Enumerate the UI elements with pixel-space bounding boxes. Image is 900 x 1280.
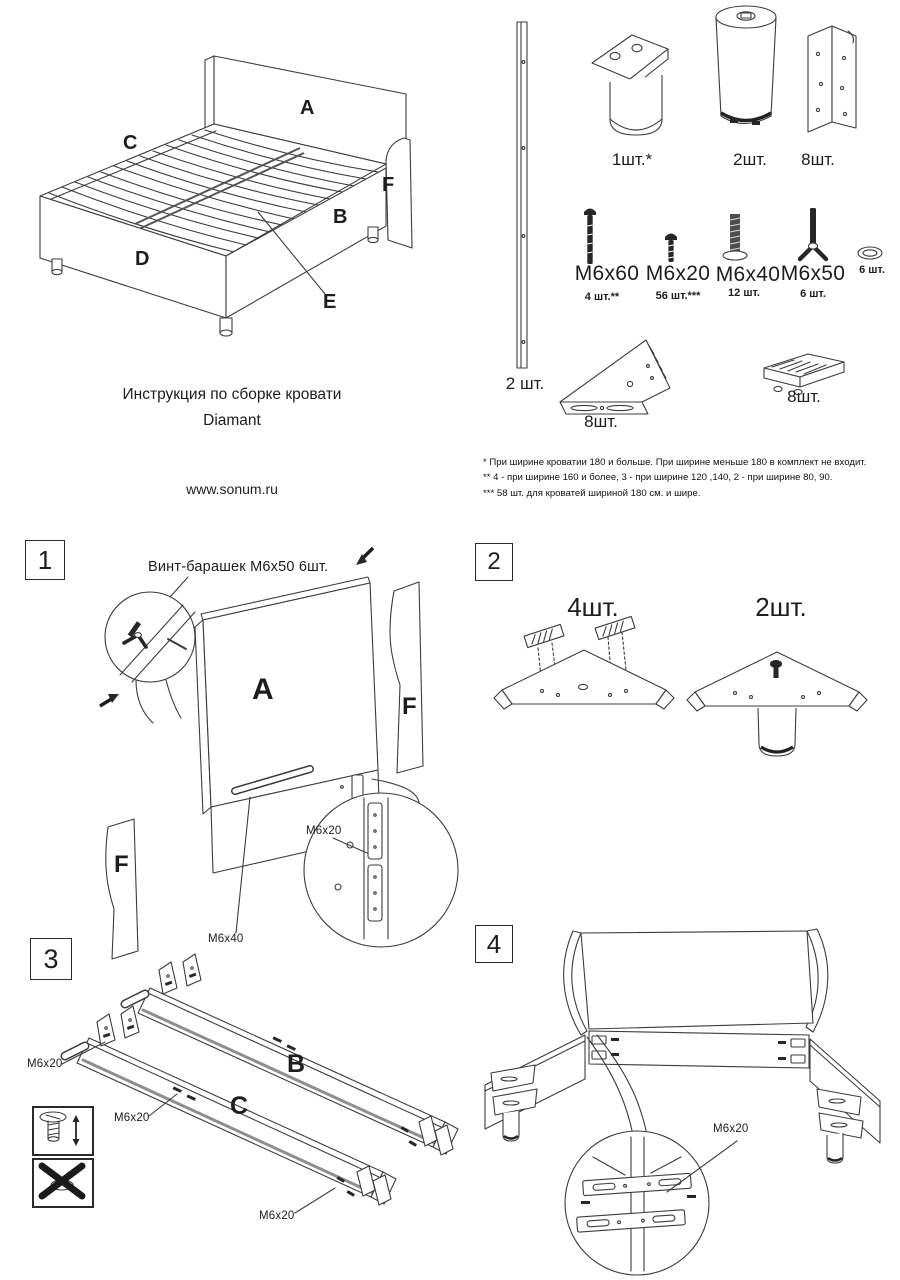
step1-m6x40-label: M6x40 xyxy=(208,933,244,945)
step-2 xyxy=(470,540,890,780)
washer-icon xyxy=(855,244,885,262)
label-a: A xyxy=(300,97,315,119)
panel-f-right xyxy=(390,582,423,773)
bracket-with-leg xyxy=(687,652,867,756)
pad-qty: 8шт. xyxy=(787,387,821,406)
bed-overview xyxy=(18,12,478,357)
step3-label-c: C xyxy=(230,1092,249,1120)
slat-qty: 2 шт. xyxy=(505,374,545,393)
step-1-detail-circle xyxy=(105,592,195,682)
assembly-arrow-left xyxy=(100,694,119,706)
m6x50-qty: 6 шт. xyxy=(800,288,826,300)
step2-left-qty: 4шт. xyxy=(567,592,619,622)
step4-m6x20-label: M6x20 xyxy=(713,1123,749,1135)
footnote-2: ** 4 - при ширине 160 и более, 3 - при ширине 120 ,140, 2 - при ширине 80, 90. xyxy=(483,472,833,484)
warning-crossed-out xyxy=(32,1158,94,1208)
loose-screw-icon xyxy=(34,1108,88,1150)
headboard-panel xyxy=(581,931,813,1029)
washer-qty: 6 шт. xyxy=(859,264,885,276)
m6x20-name: M6x20 xyxy=(645,262,711,285)
wing-screw-m6x50-icon xyxy=(795,206,831,264)
step1-label-f-left: F xyxy=(114,851,129,878)
m6x60-qty: 4 шт.** xyxy=(584,291,620,303)
doc-title xyxy=(52,382,412,434)
slat-icon xyxy=(512,20,534,374)
step1-m6x20-label: M6x20 xyxy=(306,825,342,837)
step1-label-f-right: F xyxy=(402,693,417,720)
step3-m6x20-label-1: M6x20 xyxy=(27,1058,63,1070)
step3-label-b: B xyxy=(287,1050,306,1078)
corner-bracket-qty: 8шт. xyxy=(801,150,835,169)
m6x50-name: M6x50 xyxy=(780,262,846,285)
bolt-m6x60-icon xyxy=(580,205,600,267)
parts-list xyxy=(480,0,900,445)
right-leg-brackets xyxy=(817,1089,863,1163)
step3-m6x20-label-2: M6x20 xyxy=(114,1112,150,1124)
step-3 xyxy=(25,930,465,1278)
step-4-illustration xyxy=(465,905,900,1280)
crossed-out-icon xyxy=(34,1160,88,1202)
footnote-3: *** 58 шт. для кроватей шириной 180 см. и шире. xyxy=(483,487,701,499)
step-1-illustration xyxy=(20,535,465,965)
cylinder-leg-qty: 2шт. xyxy=(733,150,767,169)
m6x40-name: M6x40 xyxy=(715,263,781,286)
step-1-number: 1 xyxy=(25,540,65,580)
m6x40-qty: 12 шт. xyxy=(728,287,760,299)
bed-overview-illustration xyxy=(18,12,478,352)
left-leg-brackets xyxy=(491,1065,537,1141)
label-e: E xyxy=(323,291,337,313)
label-b: B xyxy=(333,206,348,228)
assembly-arrow-top xyxy=(356,548,373,565)
step-3-number: 3 xyxy=(30,938,72,980)
cylinder-leg-icon xyxy=(708,0,780,138)
screw-m6x20-icon xyxy=(663,230,679,266)
leg-bracket-qty: 1шт.* xyxy=(611,150,653,169)
label-c: C xyxy=(123,132,138,154)
leg-bracket-icon xyxy=(580,25,675,145)
step-1 xyxy=(20,535,465,965)
bracket-with-pads xyxy=(494,616,674,709)
corner-bracket-icon xyxy=(802,22,862,134)
step-2-illustration xyxy=(470,540,890,780)
triangle-bracket-qty: 8шт. xyxy=(584,412,618,431)
m6x20-qty: 56 шт.*** xyxy=(655,290,701,302)
step3-m6x20-label-3: M6x20 xyxy=(259,1210,295,1222)
footnote-1: * При ширине кроватии 180 и больше. При ширине меньше 180 в комплект не входит. xyxy=(483,457,867,468)
triangle-bracket-icon xyxy=(550,326,690,418)
footnotes xyxy=(483,455,898,501)
label-f: F xyxy=(382,174,395,196)
m6x60-name: M6x60 xyxy=(574,262,640,285)
step2-right-qty: 2шт. xyxy=(755,592,807,622)
step1-label-a: A xyxy=(252,673,274,706)
label-d: D xyxy=(135,248,150,270)
step-2-number: 2 xyxy=(475,543,513,581)
wing-screw-note: Винт-барашек М6х50 6шт. xyxy=(148,559,329,575)
title-line2: Diamant xyxy=(203,412,261,429)
screw-m6x40-icon xyxy=(722,212,748,262)
title-line1: Инструкция по сборке кровати xyxy=(122,386,342,403)
step-4 xyxy=(465,905,900,1280)
step-4-number: 4 xyxy=(475,925,513,963)
back-rail xyxy=(589,1031,809,1068)
website: www.sonum.ru xyxy=(186,481,278,497)
warning-loose-screw xyxy=(32,1106,94,1156)
